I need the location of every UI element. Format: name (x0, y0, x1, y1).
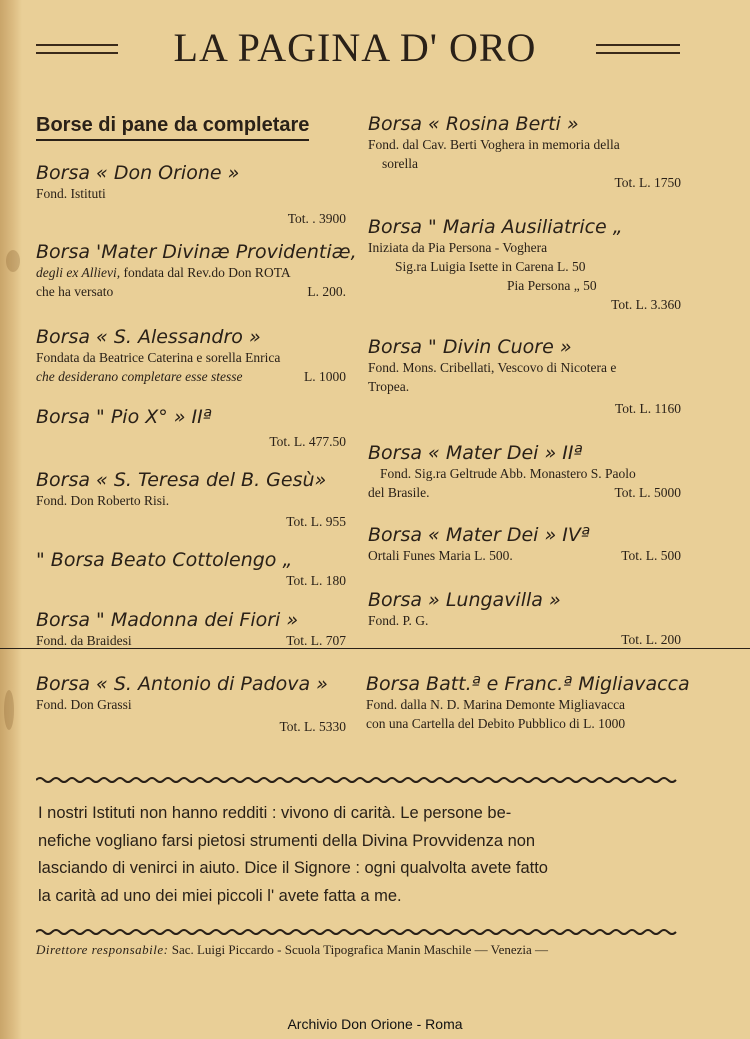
footer (36, 942, 686, 958)
entry-line (36, 367, 346, 386)
entry-text-italic: degli ex Allievi, (36, 265, 121, 280)
entry-heading: Borsa " Pio X° » IIª (36, 406, 212, 428)
left-entry-5 (36, 469, 346, 531)
entry-heading: Borsa » Lungavilla » (368, 589, 561, 611)
section-title: Borse di pane da completare (36, 114, 309, 141)
header-rule-left (36, 44, 118, 54)
entry-text-rest: fondata dal Rev.do Don ROTA (123, 265, 291, 280)
appeal-line: lasciando di venirci in aiuto. Dice il Signore : ogni qualvolta avete fatto (38, 859, 548, 878)
entry-heading: Borsa « S. Teresa del B. Gesù» (36, 469, 327, 491)
entry-text: Ortali Funes Maria L. 500. (368, 548, 513, 563)
entry-heading: Borsa " Divin Cuore » (368, 336, 572, 358)
entry-total: Tot. L. 955 (286, 514, 346, 529)
entry-text: Fond. da Braidesi (36, 633, 132, 648)
entry-total: Tot. L. 707 (286, 633, 346, 648)
entry-text: Fond. Istituti (36, 186, 106, 201)
entry-line (36, 282, 346, 301)
entry-heading: Borsa « Don Orione » (36, 162, 240, 184)
wavy-divider-top (36, 776, 680, 784)
entry-heading: Borsa « S. Antonio di Padova » (36, 673, 328, 695)
entry-heading: Borsa « S. Alessandro » (36, 326, 261, 348)
entry-heading: Borsa " Maria Ausiliatrice „ (368, 216, 623, 238)
entry-total: Tot. L. 1750 (614, 175, 681, 190)
page-edge (0, 0, 22, 1039)
entry-heading: Borsa « Mater Dei » IIª (368, 442, 583, 464)
left-entry-3 (36, 326, 346, 386)
entry-text: che ha versato (36, 284, 114, 299)
entry-total: L. 1000 (304, 369, 346, 384)
left-entry-7 (36, 609, 346, 650)
entry-text-italic: che desiderano completare esse stesse (36, 369, 243, 384)
right-entry-4 (368, 442, 681, 502)
entry-heading: Borsa " Madonna dei Fiori » (36, 609, 299, 631)
left-entry-4 (36, 406, 346, 451)
entry-text: Fondata da Beatrice Caterina e sorella Enrica (36, 350, 281, 365)
entry-total: Tot. L. 5000 (614, 485, 681, 500)
wavy-line (36, 930, 676, 934)
entry-heading: Borsa « Rosina Berti » (368, 113, 579, 135)
entry-line (368, 546, 681, 565)
entry-text: Iniziata da Pia Persona - Voghera (368, 240, 548, 255)
appeal-line: nefiche vogliano farsi pietosi strumenti della Divina Provvidenza non (38, 831, 536, 850)
entry-text: del Brasile. (368, 485, 430, 500)
page-title: LA PAGINA D' ORO (173, 25, 537, 70)
entry-total: Tot. L. 500 (621, 548, 681, 563)
entry-line (368, 483, 681, 502)
entry-text: Fond. dalla N. D. Marina Demonte Migliavacca (366, 697, 626, 712)
entry-total: Tot. . 3900 (287, 211, 346, 226)
page-header (0, 24, 750, 74)
entry-total: Tot. L. 477.50 (269, 434, 346, 449)
stain (4, 690, 14, 730)
right-entry-2 (368, 216, 681, 314)
right-entry-3 (368, 336, 681, 418)
entry-heading: Borsa « Mater Dei » IVª (368, 524, 590, 546)
archive-stamp: Archivio Don Orione - Roma (287, 1016, 463, 1032)
appeal-paragraph (38, 800, 680, 910)
entry-total: Tot. L. 3.360 (611, 297, 681, 312)
entry-text (36, 263, 346, 282)
entry-total: Tot. L. 200 (621, 632, 681, 647)
appeal-line: I nostri Istituti non hanno redditi : vivono di carità. Le persone be- (38, 804, 512, 822)
entry-total: Tot. L. 1160 (614, 401, 681, 416)
wavy-line (36, 778, 676, 782)
entry-text: Pia Persona „ 50 (507, 278, 597, 293)
entry-text: Fond. P. G. (368, 613, 429, 628)
left-entry-8 (36, 673, 346, 736)
right-entry-1 (368, 113, 681, 192)
header-rule-right (596, 44, 680, 54)
entry-text: Fond. Don Grassi (36, 697, 132, 712)
entry-heading: Borsa 'Mater Divinæ Providentiæ, (36, 241, 357, 263)
entry-text: Fond. Mons. Cribellati, Vescovo di Nicotera e (368, 360, 617, 375)
appeal-line: la carità ad uno dei miei piccoli l' avete fatta a me. (38, 886, 402, 905)
right-entry-6 (368, 589, 681, 649)
stain (6, 250, 20, 272)
entry-text: Fond. Sig.ra Geltrude Abb. Monastero S. Paolo (380, 466, 636, 481)
wavy-divider-bottom (36, 928, 680, 936)
footer-text: Sac. Luigi Piccardo - Scuola Tipografica Manin Maschile — Venezia — (171, 942, 549, 957)
entry-text: Sig.ra Luigia Isette in Carena L. 50 (395, 259, 586, 274)
entry-text: Tropea. (368, 379, 410, 394)
entry-heading: " Borsa Beato Cottolengo „ (36, 549, 293, 571)
left-entry-6 (36, 549, 346, 590)
footer-label: Direttore responsabile: (36, 942, 169, 957)
entry-total: Tot. L. 180 (286, 573, 346, 588)
entry-total: Tot. L. 5330 (279, 719, 346, 734)
entry-text: Fond. dal Cav. Berti Voghera in memoria della (368, 137, 620, 152)
right-entry-7 (366, 673, 690, 733)
entry-total: L. 200. (307, 284, 346, 299)
left-entry-2 (36, 241, 357, 301)
left-entry-1 (36, 162, 346, 228)
entry-text: sorella (382, 156, 418, 171)
entry-heading: Borsa Batt.ª e Franc.ª Migliavacca (366, 673, 690, 695)
entry-text: con una Cartella del Debito Pubblico di L. 1000 (366, 716, 626, 731)
entry-text: Fond. Don Roberto Risi. (36, 493, 170, 508)
right-entry-5 (368, 524, 681, 565)
